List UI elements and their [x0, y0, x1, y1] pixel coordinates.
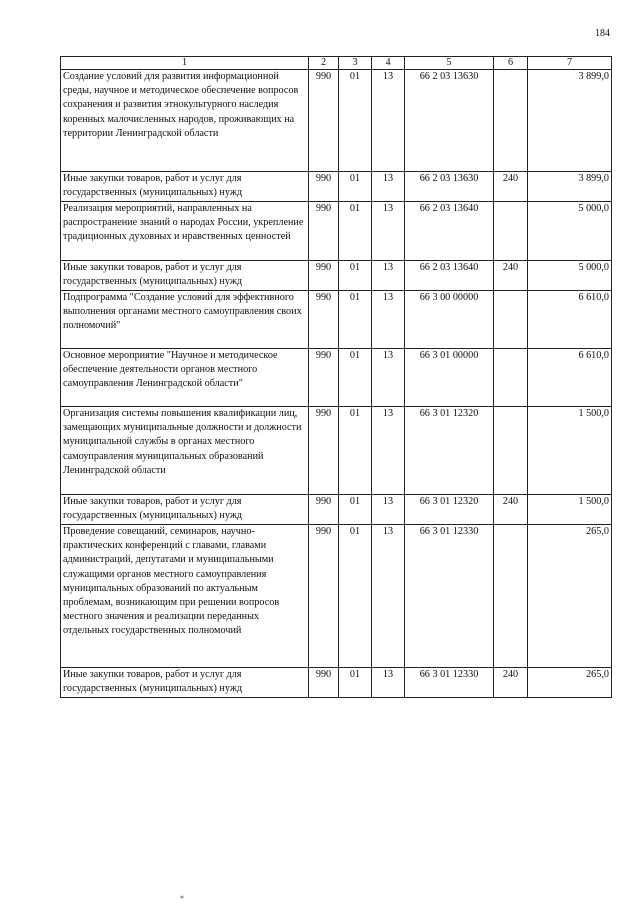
cell-expense-type: [494, 70, 528, 172]
cell-admin-code: 990: [309, 202, 339, 261]
cell-target-article: 66 3 01 00000: [405, 349, 494, 407]
cell-target-article: 66 3 01 12330: [405, 668, 494, 698]
cell-admin-code: 990: [309, 668, 339, 698]
column-header: 1: [61, 57, 309, 70]
cell-expense-type: [494, 291, 528, 349]
cell-amount: 1 500,0: [528, 407, 612, 495]
cell-subsection: 13: [372, 525, 405, 668]
cell-amount: 265,0: [528, 668, 612, 698]
cell-section: 01: [339, 70, 372, 172]
cell-admin-code: 990: [309, 525, 339, 668]
table-row: [61, 202, 612, 261]
page-number: 184: [595, 28, 610, 39]
cell-expense-type: [494, 525, 528, 668]
column-header: 7: [528, 57, 612, 70]
cell-amount: 265,0: [528, 525, 612, 668]
cell-amount: 1 500,0: [528, 495, 612, 525]
table-row: [61, 349, 612, 407]
cell-section: 01: [339, 668, 372, 698]
cell-subsection: 13: [372, 407, 405, 495]
row-name: Иные закупки товаров, работ и услуг для государственных (муниципальных) нужд: [61, 495, 309, 525]
cell-section: 01: [339, 495, 372, 525]
cell-amount: 5 000,0: [528, 261, 612, 291]
cell-section: 01: [339, 291, 372, 349]
cell-section: 01: [339, 525, 372, 668]
row-name: Основное мероприятие "Научное и методическое обеспечение деятельности органов местного самоуправления Ленинградской области": [61, 349, 309, 407]
cell-subsection: 13: [372, 172, 405, 202]
cell-section: 01: [339, 172, 372, 202]
cell-subsection: 13: [372, 202, 405, 261]
cell-subsection: 13: [372, 261, 405, 291]
column-header: 2: [309, 57, 339, 70]
column-header: 4: [372, 57, 405, 70]
table-row: [61, 172, 612, 202]
cell-expense-type: [494, 349, 528, 407]
cell-target-article: 66 2 03 13640: [405, 202, 494, 261]
row-name: Иные закупки товаров, работ и услуг для государственных (муниципальных) нужд: [61, 172, 309, 202]
cell-expense-type: [494, 202, 528, 261]
row-name: Иные закупки товаров, работ и услуг для государственных (муниципальных) нужд: [61, 668, 309, 698]
column-header: 6: [494, 57, 528, 70]
cell-subsection: 13: [372, 291, 405, 349]
cell-admin-code: 990: [309, 261, 339, 291]
cell-admin-code: 990: [309, 349, 339, 407]
cell-target-article: 66 3 01 12330: [405, 525, 494, 668]
cell-expense-type: [494, 407, 528, 495]
cell-expense-type: 240: [494, 172, 528, 202]
cell-target-article: 66 2 03 13630: [405, 70, 494, 172]
cell-admin-code: 990: [309, 407, 339, 495]
row-name: Проведение совещаний, семинаров, научно-практических конференций с главами, главами администраций, депутатами и муниципальными служащими органов местного самоуправления муниципальных образований по актуальным проблемам, возникающим при решении вопросов местного значения и реализации переданных отдельных государственных полномочий: [61, 525, 309, 668]
table-row: [61, 668, 612, 698]
cell-section: 01: [339, 349, 372, 407]
row-name: Иные закупки товаров, работ и услуг для государственных (муниципальных) нужд: [61, 261, 309, 291]
table-row: [61, 407, 612, 495]
cell-section: 01: [339, 202, 372, 261]
cell-subsection: 13: [372, 349, 405, 407]
cell-amount: 6 610,0: [528, 291, 612, 349]
table-row: [61, 70, 612, 172]
table-row: [61, 291, 612, 349]
cell-admin-code: 990: [309, 70, 339, 172]
table-row: [61, 525, 612, 668]
cell-subsection: 13: [372, 668, 405, 698]
cell-target-article: 66 3 01 12320: [405, 407, 494, 495]
cell-target-article: 66 3 00 00000: [405, 291, 494, 349]
cell-amount: 3 899,0: [528, 172, 612, 202]
cell-expense-type: 240: [494, 668, 528, 698]
cell-subsection: 13: [372, 70, 405, 172]
cell-section: 01: [339, 261, 372, 291]
table-row: [61, 495, 612, 525]
column-header: 3: [339, 57, 372, 70]
column-header: 5: [405, 57, 494, 70]
cell-amount: 6 610,0: [528, 349, 612, 407]
budget-table: [60, 56, 612, 698]
table-header-row: [61, 57, 612, 70]
cell-subsection: 13: [372, 495, 405, 525]
cell-target-article: 66 2 03 13630: [405, 172, 494, 202]
footer-mark: *: [180, 894, 184, 903]
table-row: [61, 261, 612, 291]
cell-target-article: 66 3 01 12320: [405, 495, 494, 525]
row-name: Организация системы повышения квалификации лиц, замещающих муниципальные должности и должности муниципальной службы в органах местного самоуправления муниципальных образований Ленинградской области: [61, 407, 309, 495]
cell-admin-code: 990: [309, 495, 339, 525]
cell-target-article: 66 2 03 13640: [405, 261, 494, 291]
cell-admin-code: 990: [309, 172, 339, 202]
row-name: Подпрограмма "Создание условий для эффективного выполнения органами местного самоуправления своих полномочий": [61, 291, 309, 349]
cell-section: 01: [339, 407, 372, 495]
cell-amount: 3 899,0: [528, 70, 612, 172]
row-name: Создание условий для развития информационной среды, научное и методическое обеспечение вопросов сохранения и развития этнокультурного наследия коренных малочисленных народов, проживающих на территории Ленинградской области: [61, 70, 309, 172]
row-name: Реализация мероприятий, направленных на распространение знаний о народах России, укрепление традиционных духовных и нравственных ценностей: [61, 202, 309, 261]
cell-expense-type: 240: [494, 495, 528, 525]
cell-amount: 5 000,0: [528, 202, 612, 261]
cell-admin-code: 990: [309, 291, 339, 349]
cell-expense-type: 240: [494, 261, 528, 291]
